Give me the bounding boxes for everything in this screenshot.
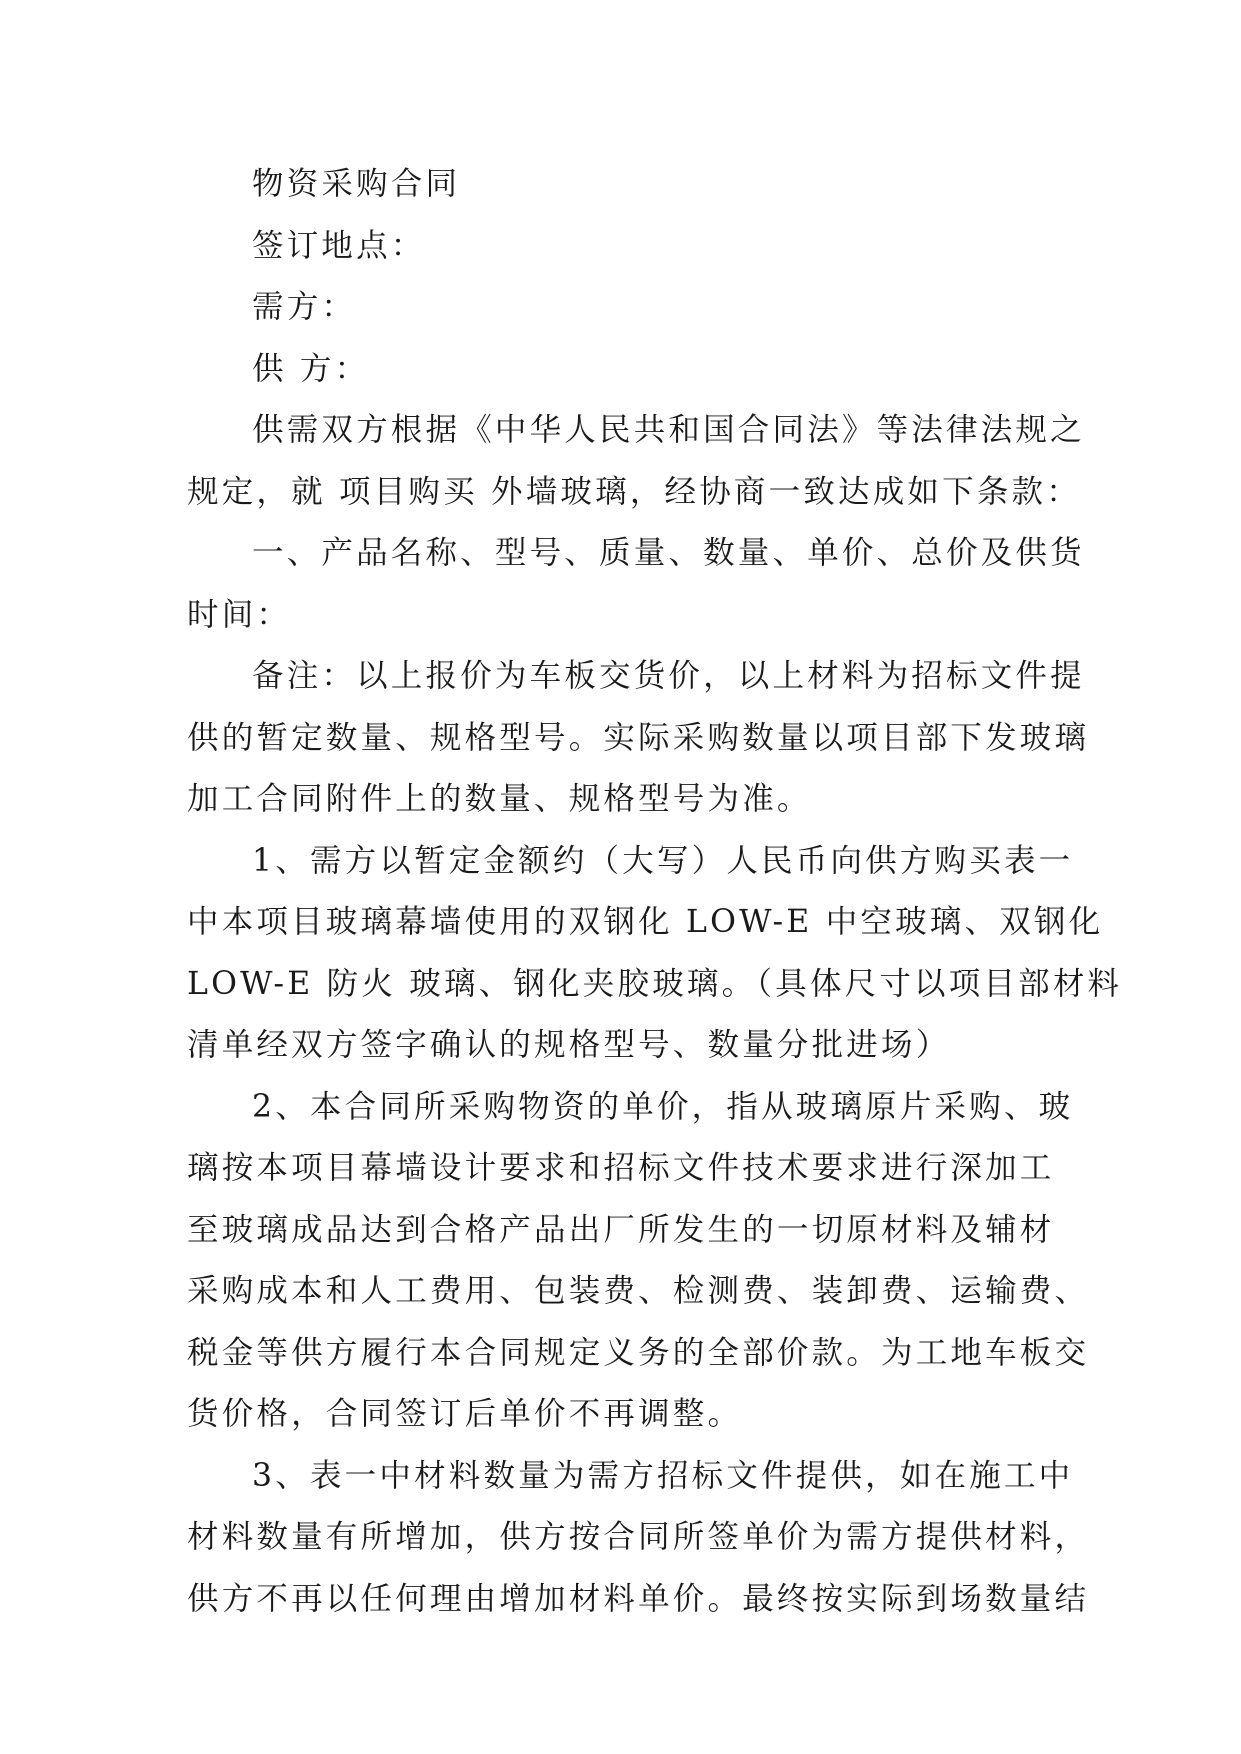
text-line: 2、本合同所采购物资的单价，指从玻璃原片采购、玻: [252, 1088, 1074, 1125]
text-line: 至玻璃成品达到合格产品出厂所发生的一切原材料及辅材: [187, 1211, 1055, 1248]
text-line: 物资采购合同: [252, 166, 461, 202]
text-line: 备注：以上报价为车板交货价，以上材料为招标文件提: [252, 658, 1085, 694]
text-line: 供方不再以任何理由增加材料单价。最终按实际到场数量结: [187, 1580, 1090, 1617]
text-line: 1、需方以暂定金额约（大写）人民币向供方购买表一: [252, 842, 1074, 879]
text-line: 加工合同附件上的数量、规格型号为准。: [187, 781, 812, 817]
text-line: LOW-E 防火 玻璃、钢化夹胶玻璃。（具体尺寸以项目部材料: [187, 965, 1123, 1002]
text-line: 供需双方根据《中华人民共和国合同法》等法律法规之: [252, 412, 1085, 448]
text-line: 签订地点：: [252, 227, 426, 264]
text-line: 需方：: [252, 289, 357, 325]
text-line: 材料数量有所增加，供方按合同所签单价为需方提供材料，: [187, 1519, 1090, 1555]
text-line: 税金等供方履行本合同规定义务的全部价款。为工地车板交: [187, 1334, 1090, 1371]
text-line: 供的暂定数量、规格型号。实际采购数量以项目部下发玻璃: [187, 719, 1090, 756]
text-line: 供 方：: [252, 350, 370, 387]
text-line: 中本项目玻璃幕墙使用的双钢化 LOW-E 中空玻璃、双钢化: [187, 904, 1104, 940]
text-line: 清单经双方签字确认的规格型号、数量分批进场）: [187, 1027, 951, 1063]
contract-body: [187, 154, 1123, 1630]
text-line: 一、产品名称、型号、质量、数量、单价、总价及供货: [252, 535, 1085, 571]
text-line: 时间：: [187, 596, 292, 633]
text-line: 采购成本和人工费用、包装费、检测费、装卸费、运输费、: [187, 1273, 1090, 1309]
text-line: 3、表一中材料数量为需方招标文件提供，如在施工中: [252, 1457, 1074, 1494]
text-line: 规定，就 项目购买 外墙玻璃，经协商一致达成如下条款：: [187, 473, 1081, 510]
text-line: 货价格，合同签订后单价不再调整。: [187, 1396, 743, 1432]
text-line: 璃按本项目幕墙设计要求和招标文件技术要求进行深加工: [187, 1150, 1055, 1186]
